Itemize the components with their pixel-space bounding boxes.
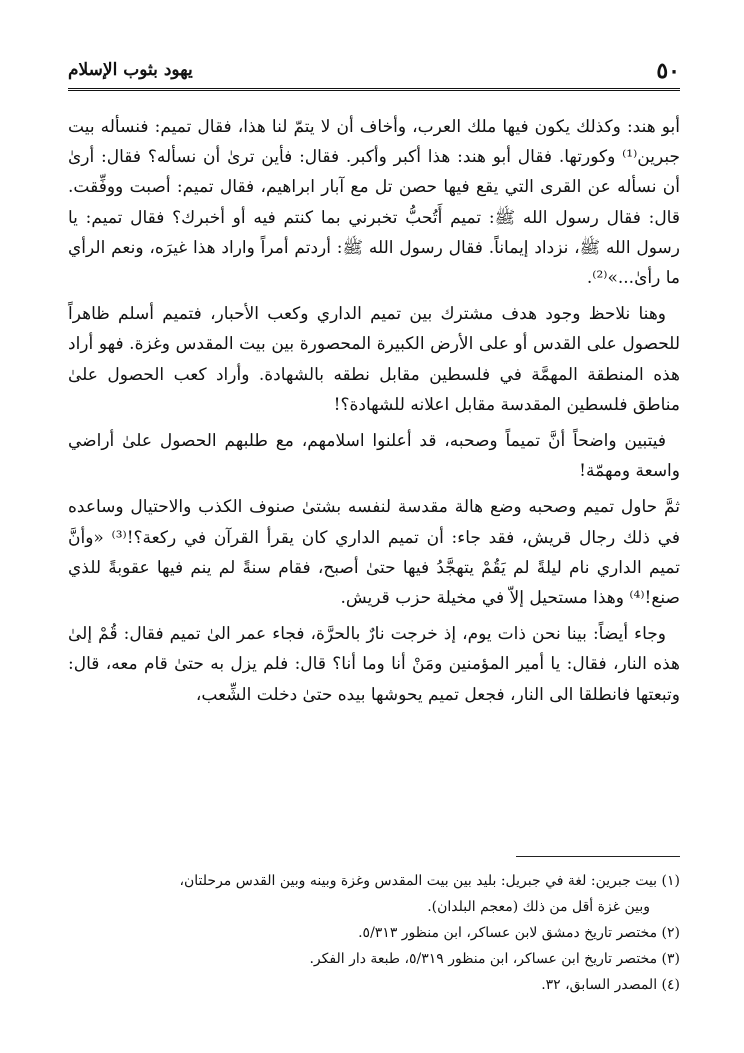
footnote: (٢) مختصر تاريخ دمشق لابن عساكر، ابن منظور ٥/٣١٣.	[358, 925, 680, 941]
paragraph: وجاء أيضاً: بينا نحن ذات يوم، إذ خرجت نارٌ بالحرَّة، فجاء عمر الىٰ تميم فقال: قُمْ إلىٰ هذه النار، فقال: يا أمير المؤمنين ومَنْ أنا وما أنا؟ قال: فلم يزل به حتىٰ قام معه، قال: وتبعتها فانطلقا الى النار، فجعل تميم يحوشها بيده حتىٰ دخلت الشِّعب،	[68, 624, 680, 705]
footnote: (١) بيت جبرين: لغة في جبريل: بليد بين بيت المقدس وغزة وبينه وبين القدس مرحلتان،	[179, 873, 680, 889]
paragraph: فيتبين واضحاً أنَّ تميماً وصحبه، قد أعلنوا اسلامهم، مع طلبهم الحصول علىٰ أراضي واسعة ومهمّة!	[68, 431, 680, 482]
header-divider	[68, 88, 680, 91]
footnotes	[68, 868, 680, 998]
running-title: يهود بثوب الإسلام	[68, 60, 193, 80]
paragraph: وهنا نلاحظ وجود هدف مشترك بين تميم الداري وكعب الأحبار، فتميم أسلم ظاهراً للحصول على القدس أو على الأرض الكبيرة المحصورة بين بيت المقدس وغزة. فهو أراد هذه المنطقة المهمَّة في فلسطين مقابل نطقه بالشهادة. وأراد كعب الحصول علىٰ مناطق فلسطين المقدسة مقابل اعلانه للشهادة؟!	[68, 304, 680, 415]
main-text	[68, 112, 680, 716]
paragraph: ثمَّ حاول تميم وصحبه وضع هالة مقدسة لنفسه بشتىٰ صنوف الكذب والاحتيال وساعده في ذلك رجال قريش، فقد جاء: أن تميم الداري كان يقرأ القرآن في ركعة؟!⁽³⁾ «وأنَّ تميم الداري نام ليلةً لم يَقُمْ يتهجَّدُ فيها حتىٰ أصبح، فقام سنةً لم ينم فيها عقوبةً للذي صنع!⁽⁴⁾ وهذا مستحيل إلاّ في مخيلة حزب قريش.	[68, 497, 680, 609]
paragraph: أبو هند: وكذلك يكون فيها ملك العرب، وأخاف أن لا يتمّ لنا هذا، فقال تميم: فنسأله بيت جبرين⁽¹⁾ وكورتها. فقال أبو هند: هذا أكبر وأكبر. فقال: فأين ترىٰ أن نسأله؟ فقال: أرىٰ أن نسأله عن القرى التي يقع فيها حصن تل مع آبار ابراهيم، فقال تميم: أصبت ووفِّقت. قال: فقال رسول الله ﷺ: تميم أَتُحبُّ تخبرني بما كنتم فيه أو أخبرك؟ فقال تميم: يا رسول الله ﷺ، نزداد إيماناً. فقال رسول الله ﷺ: أردتم أمراً واراد هذا غيرَه، ونعم الرأي ما رأىٰ...»⁽²⁾.	[68, 117, 680, 289]
footnote-divider	[516, 856, 680, 857]
footnote: (٣) مختصر تاريخ ابن عساكر، ابن منظور ٥/٣١٩، طبعة دار الفكر.	[309, 951, 680, 967]
footnote: (٤) المصدر السابق، ٣٢.	[541, 977, 680, 993]
page-header	[68, 56, 680, 86]
page-number: ٥٠	[656, 58, 680, 84]
footnote-continuation: وبين غزة أقل من ذلك (معجم البلدان).	[427, 899, 650, 915]
